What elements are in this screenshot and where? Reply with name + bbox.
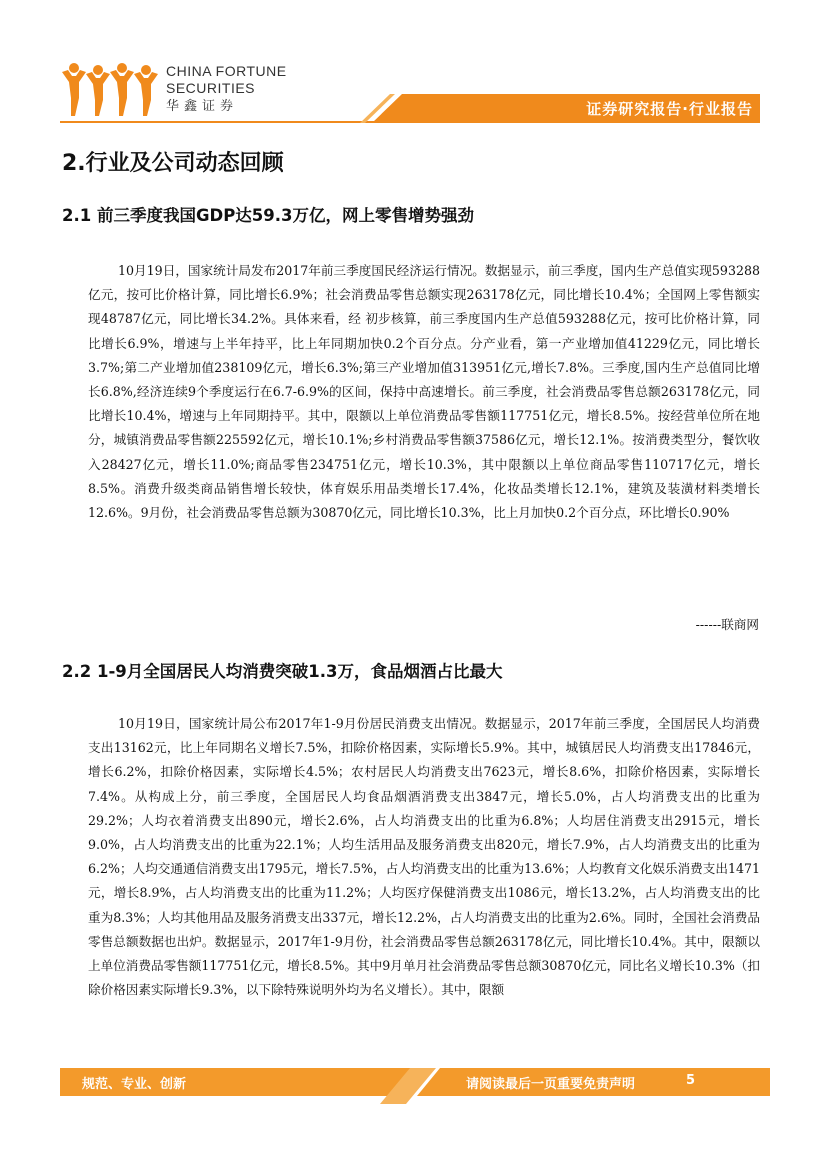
subsection-2-1-title: 2.1 前三季度我国GDP达59.3万亿，网上零售增势强劲 [62, 206, 475, 225]
source-attribution: ------联商网 [695, 617, 759, 632]
footer-slogan: 规范、专业、创新 [82, 1077, 187, 1092]
section-title: 2.行业及公司动态回顾 [62, 151, 284, 176]
logo-line-1: CHINA FORTUNE [166, 63, 287, 79]
subsection-2-2-title: 2.2 1-9月全国居民人均消费突破1.3万，食品烟酒占比最大 [62, 662, 503, 681]
logo-line-3: 华鑫证券 [166, 98, 239, 113]
subsection-2-1-paragraph: 10月19日，国家统计局发布2017年前三季度国民经济运行情况。数据显示，前三季度，国内生产总值实现593288亿元，按可比价格计算，同比增长6.9%；社会消费品零售总额实现263178亿元，同比增长10.4%；全国网上零售额实现48787亿元，同比增长34.2%。具体来看，经 初步核算，前三季度国内生产总值593288亿元，按可比价格计算，同比增长6.9%，增速与上半年持平，比上年同期加快0.2个百分点。分产业看，第一产业增加值41229亿元，同比增长3.7%;第二产业增加值238109亿元，增长6.3%;第三产业增加值313951亿元,增长7.8%。三季度,国内生产总值同比增长6.8%,经济连续9个季度运行在6.7-6.9%的区间，保持中高速增长。前三季度，社会消费品零售总额263178亿元，同比增长10.4%，增速与上年同期持平。其中，限额以上单位消费品零售额117751亿元，增长8.5%。按经营单位所在地分，城镇消费品零售额225592亿元，增长10.1%;乡村消费品零售额37586亿元，增长12.1%。按消费类型分，餐饮收入28427亿元，增长11.0%;商品零售234751亿元，增长10.3%，其中限额以上单位商品零售110717亿元，增长8.5%。消费升级类商品销售增长较快，体育娱乐用品类增长17.4%，化妆品类增长12.1%，建筑及装潢材料类增长12.6%。9月份，社会消费品零售总额为30870亿元，同比增长10.3%，比上月加快0.2个百分点，环比增长0.90% [88, 263, 760, 521]
subsection-2-2-paragraph: 10月19日，国家统计局公布2017年1-9月份居民消费支出情况。数据显示，2017年前三季度，全国居民人均消费支出13162元，比上年同期名义增长7.5%，扣除价格因素，实际增长5.9%。其中，城镇居民人均消费支出17846元，增长6.2%，扣除价格因素，实际增长4.5%；农村居民人均消费支出7623元，增长8.6%，扣除价格因素，实际增长7.4%。从构成上分，前三季度，全国居民人均食品烟酒消费支出3847元，增长5.0%，占人均消费支出的比重为29.2%；人均衣着消费支出890元，增长2.6%，占人均消费支出的比重为6.8%；人均居住消费支出2915元，增长9.0%，占人均消费支出的比重为22.1%；人均生活用品及服务消费支出820元，增长7.9%，占人均消费支出的比重为6.2%；人均交通通信消费支出1795元，增长7.5%，占人均消费支出的比重为13.6%；人均教育文化娱乐消费支出1471元，增长8.9%，占人均消费支出的比重为11.2%；人均医疗保健消费支出1086元，增长13.2%，占人均消费支出的比重为8.3%；人均其他用品及服务消费支出337元，增长12.2%，占人均消费支出的比重为2.6%。同时，全国社会消费品零售总额数据也出炉。数据显示，2017年1-9月份，社会消费品零售总额263178亿元，同比增长10.4%。其中，限额以上单位消费品零售额117751亿元，增长8.5%。其中9月单月社会消费品零售总额30870亿元，同比名义增长10.3%（扣除价格因素实际增长9.3%，以下除特殊说明外均为名义增长）。其中，限额 [88, 716, 760, 998]
footer-disclaimer-note: 请阅读最后一页重要免责声明 [466, 1077, 636, 1092]
logo-line-2: SECURITIES [166, 80, 256, 96]
page-number: 5 [686, 1073, 696, 1088]
report-type-label: 证券研究报告·行业报告 [586, 100, 753, 118]
